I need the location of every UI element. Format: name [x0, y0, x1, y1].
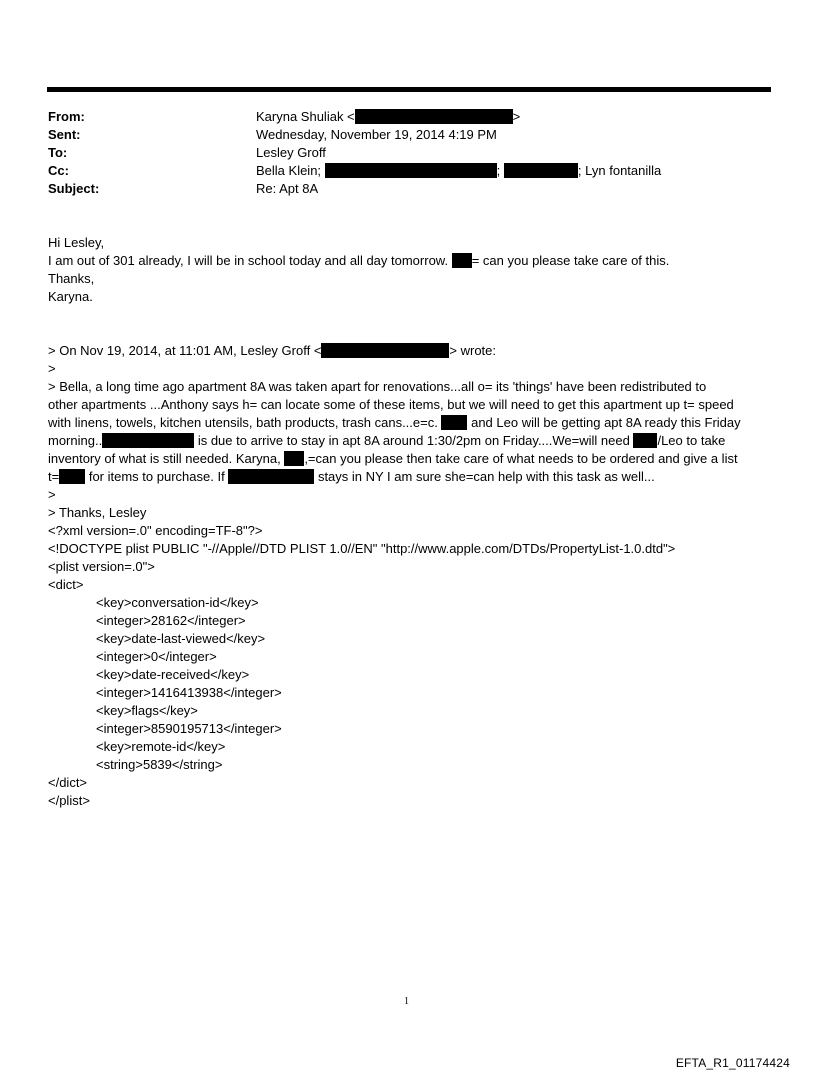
redacted-name [59, 469, 85, 484]
quote-text: is due to arrive to stay in apt 8A around 1:30/2pm on Friday....We=will need [197, 433, 630, 448]
quote-text: stays in NY I am sure she=can help with this task as well... [317, 469, 655, 484]
plist-entry: <key>date-last-viewed</key> [96, 631, 266, 646]
plist-open: <plist version=.0"> [48, 559, 155, 574]
quote-marker: > [48, 487, 56, 502]
redacted-name [633, 433, 657, 448]
from-value [256, 108, 520, 126]
quote-text: t= [48, 469, 60, 484]
quote-line: other apartments ...Anthony says h= can locate some of these items, but we will need to get this apartment up t= speed [48, 397, 734, 412]
thanks: Thanks, [48, 271, 95, 286]
redacted-cc-2 [504, 163, 578, 178]
plist-entry: <key>conversation-id</key> [96, 595, 259, 610]
plist-entry: <integer>0</integer> [96, 649, 217, 664]
quote-line [48, 468, 778, 486]
quote-intro [48, 342, 778, 360]
cc-sep: ; [496, 163, 501, 178]
to-value: Lesley Groff [256, 145, 326, 160]
message-body [48, 234, 778, 306]
quote-line [48, 414, 778, 432]
plist-entry: <integer>8590195713</integer> [96, 721, 282, 736]
message-text: = can you please take care of this. [471, 253, 670, 268]
subject-value: Re: Apt 8A [256, 181, 319, 196]
dict-open: <dict> [48, 577, 84, 592]
quote-marker: > [48, 361, 56, 376]
redacted-email [321, 343, 449, 358]
quoted-message [48, 342, 778, 810]
to-label: To: [48, 145, 68, 160]
quote-text: morning.. [48, 433, 103, 448]
quote-thanks: > Thanks, Lesley [48, 505, 147, 520]
header-rule [47, 87, 771, 92]
quote-line [48, 432, 778, 450]
plist-entry: <integer>28162</integer> [96, 613, 246, 628]
greeting: Hi Lesley, [48, 235, 105, 250]
plist-entry: <integer>1416413938</integer> [96, 685, 282, 700]
document-id: EFTA_R1_01174424 [675, 1056, 790, 1070]
quote-text: > On Nov 19, 2014, at 11:01 AM, Lesley Groff < [48, 343, 322, 358]
cc-last: ; Lyn fontanilla [577, 163, 662, 178]
message-line [48, 252, 778, 270]
redacted-cc-1 [325, 163, 497, 178]
from-close: > [512, 109, 521, 124]
signature: Karyna. [48, 289, 93, 304]
plist-entry: <key>flags</key> [96, 703, 198, 718]
redacted-name [284, 451, 304, 466]
quote-text: with linens, towels, kitchen utensils, bath products, trash cans...e=c. [48, 415, 438, 430]
from-label: From: [48, 109, 85, 124]
subject-label: Subject: [48, 181, 100, 196]
sent-value: Wednesday, November 19, 2014 4:19 PM [256, 127, 497, 142]
quote-line [48, 450, 778, 468]
page-number: 1 [404, 996, 409, 1007]
quote-line: > Bella, a long time ago apartment 8A was taken apart for renovations...all o= its 'things' have been redistributed to [48, 379, 707, 394]
message-text: I am out of 301 already, I will be in school today and all day tomorrow. [48, 253, 449, 268]
plist-entry: <string>5839</string> [96, 757, 223, 772]
plist-close: </plist> [48, 793, 90, 808]
cc-value [256, 162, 661, 180]
quote-text: for items to purchase. If [88, 469, 225, 484]
redacted-name [452, 253, 472, 268]
quote-text: /Leo to take [657, 433, 726, 448]
redacted-name [102, 433, 194, 448]
plist-entry: <key>date-received</key> [96, 667, 250, 682]
quote-text: ,=can you please then take care of what needs to be ordered and give a list [304, 451, 738, 466]
quote-text: and Leo will be getting apt 8A ready this Friday [471, 415, 741, 430]
plist-entry: <key>remote-id</key> [96, 739, 226, 754]
quote-text: > wrote: [449, 343, 497, 358]
redacted-email [355, 109, 513, 124]
quote-text: inventory of what is still needed. Karyna, [48, 451, 281, 466]
plist-doctype: <!DOCTYPE plist PUBLIC "-//Apple//DTD PLIST 1.0//EN" "http://www.apple.com/DTDs/PropertyList-1.0.dtd"> [48, 541, 676, 556]
redacted-name [441, 415, 467, 430]
sent-label: Sent: [48, 127, 81, 142]
cc-label: Cc: [48, 163, 69, 178]
plist-xml-decl: <?xml version=.0" encoding=TF-8"?> [48, 523, 263, 538]
from-name: Karyna Shuliak < [256, 109, 355, 124]
dict-close: </dict> [48, 775, 88, 790]
redacted-name [228, 469, 314, 484]
cc-first: Bella Klein; [256, 163, 322, 178]
